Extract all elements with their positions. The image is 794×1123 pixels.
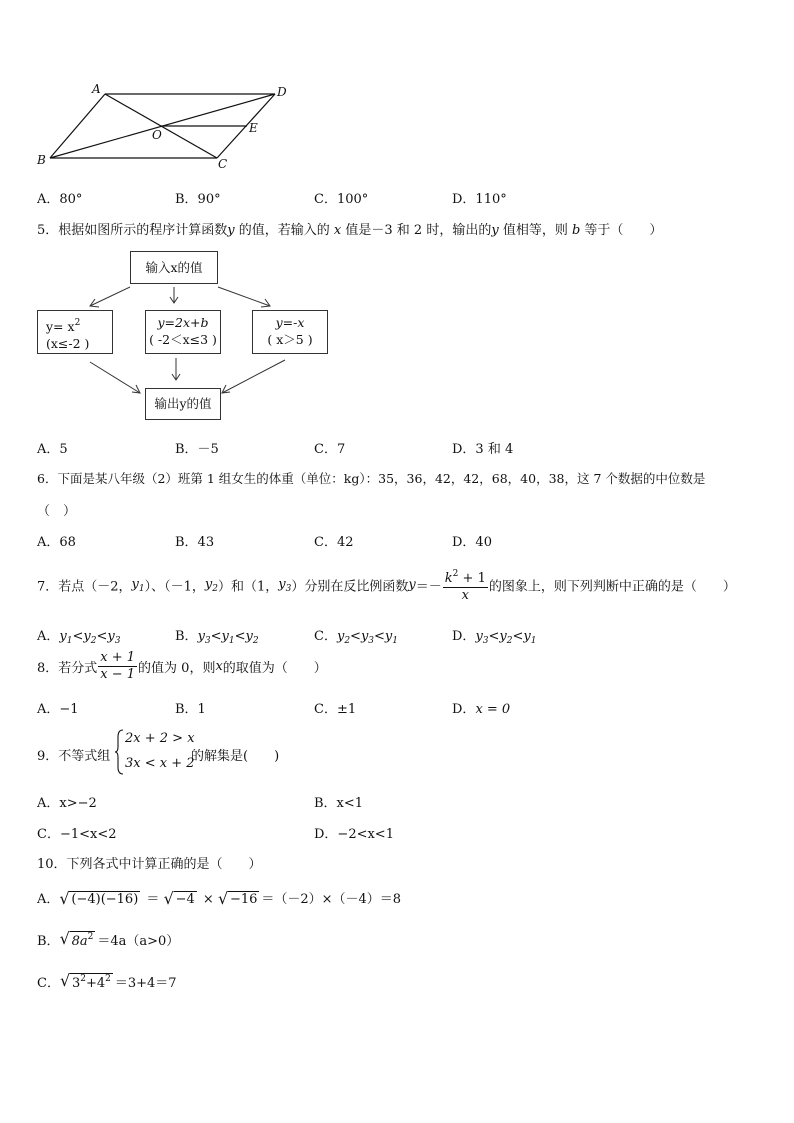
q4-option-b: B．90° bbox=[175, 192, 221, 207]
q10-option-c: C．√ $3^2+4^2 =3+4=7$ bbox=[37, 972, 177, 991]
q7-fraction: $\frac{k^2 + 1}{x}$ bbox=[443, 566, 488, 604]
q6-stem-paren: （ ） bbox=[37, 504, 77, 519]
q7-option-d: D．$y_3<y_2<y_1$ bbox=[452, 629, 537, 646]
flow-middle-box: y=2x+b ( -2＜x≤3 ) bbox=[145, 310, 221, 354]
label-D: D bbox=[277, 85, 287, 99]
q6-option-a: A．68 bbox=[37, 535, 76, 550]
q5-option-b: B．－5 bbox=[175, 442, 219, 457]
q7-option-b: B．$y_3<y_1<y_2$ bbox=[175, 629, 259, 646]
q8-option-d: D．x = 0 bbox=[452, 702, 511, 717]
q5-option-a: A．5 bbox=[37, 442, 68, 457]
q10-stem: 10．下列各式中计算正确的是（ ） bbox=[37, 857, 262, 872]
q7-option-a: A．$y_1<y_2<y_3$ bbox=[37, 629, 121, 646]
q9-option-b: B．x<1 bbox=[314, 796, 364, 811]
q7-stem: 7．若点（－2，$y_1$）、（－1，$y_2$）和（1，$y_3$）分别在反比例函数y＝－ $\frac{k^2 + 1}{x}$ 的图象上，则下列判断中正确的是（ ） bbox=[37, 566, 736, 604]
q9-row-1: 2x + 2 > x bbox=[125, 731, 195, 746]
q4-option-d: D．110° bbox=[452, 192, 507, 207]
q10-option-a: A．√ (−4)(−16) ＝ √ −4 × √ −16 ＝（－2）×（－4）＝8 bbox=[37, 888, 401, 907]
q9-option-d: D．−2<x<1 bbox=[314, 827, 394, 842]
q9-row-2: 3x < x + 2 bbox=[125, 756, 195, 771]
flow-left-box: $y= x^2$ (x≤-2 ) bbox=[37, 310, 113, 354]
q4-option-c: C．100° bbox=[314, 192, 369, 207]
q5-option-d: D．3 和 4 bbox=[452, 442, 514, 457]
q8-fraction: $\frac{x + 1}{x - 1}$ bbox=[100, 650, 136, 682]
q8-option-a: A．−1 bbox=[37, 702, 79, 717]
label-A: A bbox=[92, 82, 101, 96]
label-C: C bbox=[218, 157, 228, 171]
label-B: B bbox=[37, 153, 46, 167]
q7-option-c: C．$y_2<y_3<y_1$ bbox=[314, 629, 399, 646]
q6-option-c: C．42 bbox=[314, 535, 354, 550]
q8-option-c: C．±1 bbox=[314, 702, 357, 717]
q6-stem: 6．下面是某八年级（2）班第 1 组女生的体重（单位：kg）：35，36，42，42，68，40，38，这 7 个数据的中位数是 bbox=[37, 471, 706, 486]
q8-option-b: B．1 bbox=[175, 702, 206, 717]
q9-option-c: C．−1<x<2 bbox=[37, 827, 117, 842]
q5-stem: 5．根据如图所示的程序计算函数y 的值，若输入的 x 值是－3 和 2 时，输出的y 值相等，则 b 等于（ ） bbox=[37, 223, 663, 238]
label-E: E bbox=[249, 121, 258, 135]
q8-stem: 8．若分式 $\frac{x + 1}{x - 1}$ 的值为 0，则x的取值为（ ） bbox=[37, 650, 327, 682]
q9-brace bbox=[115, 729, 125, 775]
label-O: O bbox=[152, 128, 162, 142]
flow-right-box: y=-x ( x＞5 ) bbox=[252, 310, 328, 354]
q6-option-b: B．43 bbox=[175, 535, 215, 550]
flowchart-arrows bbox=[0, 0, 794, 430]
q9-option-a: A．x>−2 bbox=[37, 796, 97, 811]
flow-output-box: 输出y的值 bbox=[145, 388, 221, 420]
q9-stem-a: 9．不等式组 bbox=[37, 749, 111, 764]
q4-option-a: A．80° bbox=[37, 192, 83, 207]
q10-option-b: B．√ $8a^2 =4a(a>0)$ bbox=[37, 930, 179, 949]
flow-input-box: 输入x的值 bbox=[130, 251, 218, 284]
q5-option-c: C．7 bbox=[314, 442, 346, 457]
q9-stem-b: 的解集是( ) bbox=[191, 749, 280, 764]
q6-option-d: D．40 bbox=[452, 535, 492, 550]
